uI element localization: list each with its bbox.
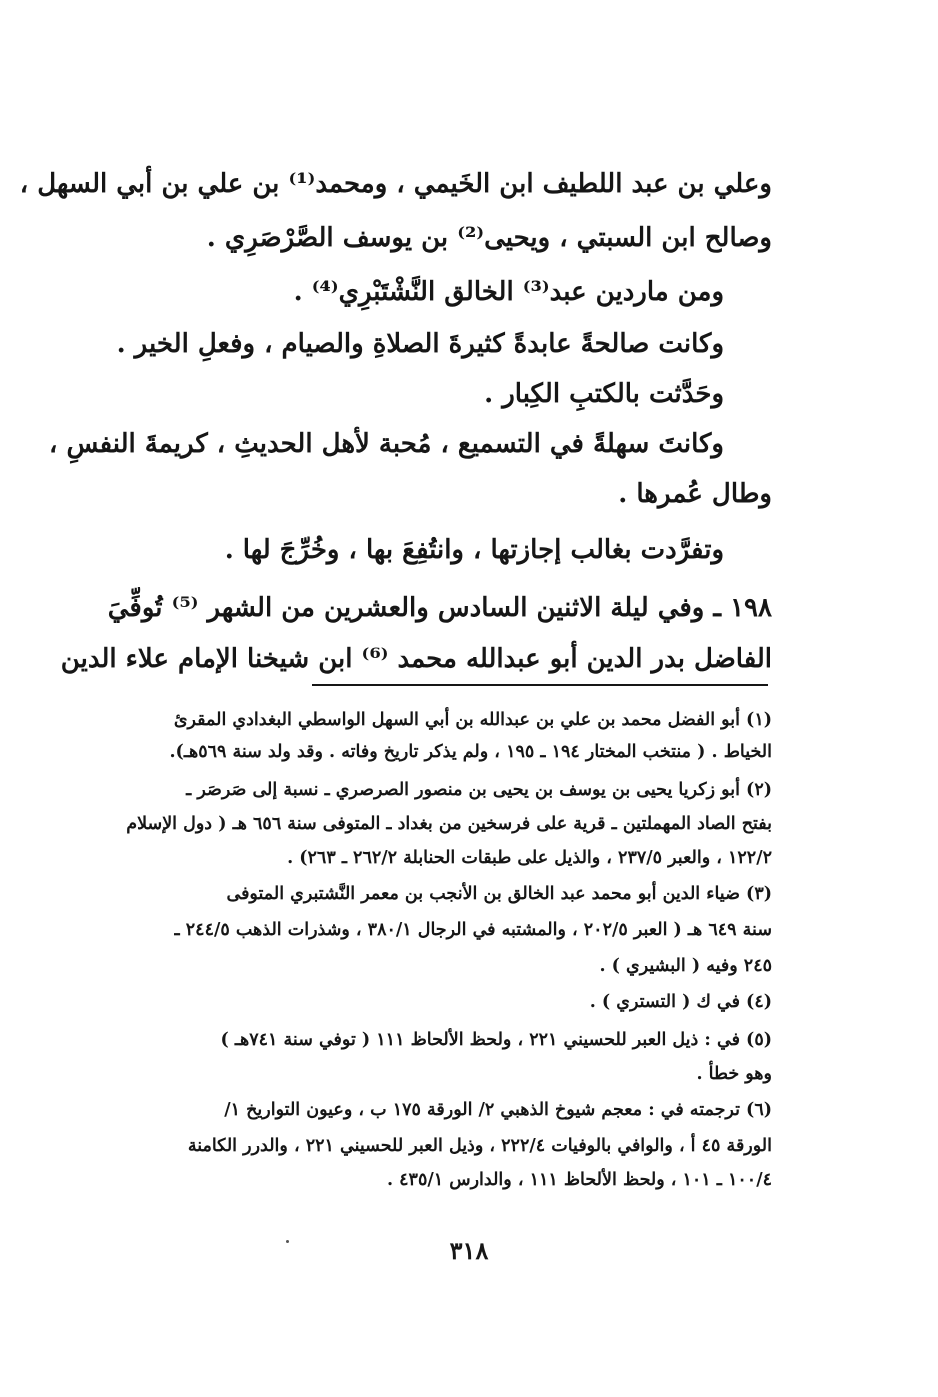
footnote-line: (٥) في : ذيل العبر للحسيني ٢٢١ ، ولحظ الألحاظ ١١١ ( توفي سنة ٧٤١هـ ) <box>220 1030 772 1050</box>
body-line: وكانتَ سهلةً في التسميع ، مُحبة لأهل الحديثِ ، كريمةَ النفسِ ، <box>49 429 724 459</box>
footnote-separator <box>312 684 768 686</box>
footnote-line: (٢) أبو زكريا يحيى بن يوسف بن يحيى بن منصور الصرصري ـ نسبة إلى صَرصَر ـ <box>186 780 772 800</box>
footnote-line: الورقة ٤٥ أ ، والوافي بالوفيات ٢٢٢/٤ ، وذيل العبر للحسيني ٢٢١ ، والدرر الكامنة <box>187 1136 772 1156</box>
footnote-line: بفتح الصاد المهملتين ـ قرية على فرسخين من بغداد ـ المتوفى سنة ٦٥٦ هـ ( دول الإسلام <box>126 814 772 834</box>
body-line: وحَدَّثت بالكتبِ الكِبار . <box>484 379 724 409</box>
footnote-line: الخياط . ( منتخب المختار ١٩٤ ـ ١٩٥ ، ولم يذكر تاريخ وفاته . وقد ولد سنة ٥٦٩هـ). <box>169 742 772 762</box>
footnote-line: سنة ٦٤٩ هـ ( العبر ٢٠٢/٥ ، والمشتبه في الرجال ٣٨٠/١ ، وشذرات الذهب ٢٤٤/٥ ـ <box>174 920 772 940</box>
body-line: ومن ماردين عبد⁽³⁾ الخالق النَّشْتَبْرِي⁽⁴⁾ . <box>293 277 724 307</box>
scan-speck <box>286 1240 289 1243</box>
footnote-line: (٤) في ك ( التستري ) . <box>589 992 772 1012</box>
page-number: ٣١٨ <box>449 1236 489 1265</box>
entry-heading-line: ١٩٨ ـ وفي ليلة الاثنين السادس والعشرين من الشهر ⁽⁵⁾ تُوفِّيَ <box>107 593 772 623</box>
body-line: وعلي بن عبد اللطيف ابن الخَيمي ، ومحمد⁽¹⁾ بن علي بن أبي السهل ، <box>19 169 772 199</box>
body-line: وصالح ابن السبتي ، ويحيى⁽²⁾ بن يوسف الصَّرْصَرِي . <box>206 223 772 253</box>
footnote-line: (١) أبو الفضل محمد بن علي بن عبدالله بن أبي السهل الواسطي البغدادي المقرئ <box>173 710 772 730</box>
footnote-line: ١٢٢/٢ ، والعبر ٢٣٧/٥ ، والذيل على طبقات الحنابلة ٢٦٢/٢ ـ ٢٦٣) . <box>287 848 772 868</box>
body-line: وتفرَّدت بغالب إجازتها ، وانتُفِعَ بها ، وخُرِّجَ لها . <box>224 535 724 565</box>
footnote-line: (٦) ترجمته في : معجم شيوخ الذهبي ٢/ الورقة ١٧٥ ب ، وعيون التواريخ ١/ <box>224 1100 772 1120</box>
footnote-line: ٢٤٥ وفيه ( البشيري ) . <box>599 956 772 976</box>
body-line: وطال عُمرها . <box>618 479 772 509</box>
footnote-line: وهو خطأ . <box>696 1064 772 1084</box>
footnote-line: ١٠٠/٤ ـ ١٠١ ، ولحظ الألحاظ ١١١ ، والدارس ٤٣٥/١ . <box>386 1170 772 1190</box>
body-line: الفاضل بدر الدين أبو عبدالله محمد ⁽⁶⁾ ابن شيخنا الإمام علاء الدين <box>60 644 772 674</box>
body-line: وكانت صالحةً عابدةً كثيرةَ الصلاةِ والصيام ، وفعلِ الخير . <box>116 329 724 359</box>
footnote-line: (٣) ضياء الدين أبو محمد عبد الخالق بن الأنجب بن معمر النَّشتبري المتوفى <box>226 884 772 904</box>
